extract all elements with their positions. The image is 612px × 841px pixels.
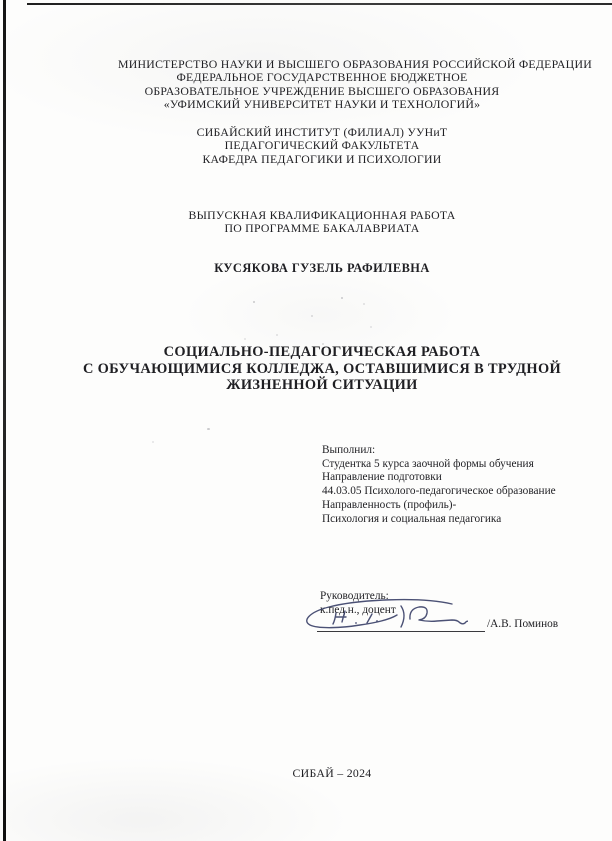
institute-line: ПЕДАГОГИЧЕСКИЙ ФАКУЛЬТЕТА (224, 138, 420, 153)
performer-line: 44.03.05 Психолого-педагогическое образование (322, 485, 556, 498)
performer-label: Выполнил: (322, 444, 376, 456)
scan-edge-left (3, 0, 6, 841)
work-type-line: ПО ПРОГРАММЕ БАКАЛАВРИАТА (224, 221, 420, 236)
performer-line: Психология и социальная педагогика (322, 512, 502, 525)
performer-line: Студентка 5 курса заочной формы обучения (322, 457, 534, 470)
footer-city-year: СИБАЙ – 2024 (292, 766, 372, 780)
thesis-title-line: СОЦИАЛЬНО-ПЕДАГОГИЧЕСКАЯ РАБОТА (163, 344, 481, 360)
supervisor-name: /А.В. Поминов (487, 618, 559, 631)
work-type (32, 209, 612, 236)
scan-speck (311, 315, 313, 317)
ministry-line: МИНИСТЕРСТВО НАУКИ И ВЫСШЕГО ОБРАЗОВАНИЯ РОССИЙСКОЙ ФЕДЕРАЦИИ (118, 57, 592, 71)
author-name: КУСЯКОВА ГУЗЕЛЬ РАФИЛЕВНА (214, 261, 430, 275)
ministry-line: «УФИМСКИЙ УНИВЕРСИТЕТ НАУКИ И ТЕХНОЛОГИЙ» (163, 97, 481, 112)
scan-speck (276, 334, 278, 336)
scan-speck (322, 343, 324, 345)
supervisor-degree: к.пед.н., доцент (320, 603, 396, 616)
ministry-line: ФЕДЕРАЛЬНОЕ ГОСУДАРСТВЕННОЕ БЮДЖЕТНОЕ (176, 70, 468, 85)
performer-line: Направление подготовки (322, 471, 442, 484)
institute-line: КАФЕДРА ПЕДАГОГИКИ И ПСИХОЛОГИИ (202, 151, 442, 166)
scan-speck (207, 428, 210, 430)
thesis-title (32, 344, 612, 394)
thesis-title-line: С ОБУЧАЮЩИМИСЯ КОЛЛЕДЖА, ОСТАВШИМИСЯ В ТРУДНОЙ (82, 360, 562, 377)
supervisor-label: Руководитель: (320, 590, 389, 602)
institute-line: СИБАЙСКИЙ ИНСТИТУТ (ФИЛИАЛ) УУНиТ (196, 125, 448, 139)
scan-speck (253, 301, 255, 303)
scan-speck (370, 326, 372, 328)
scan-speck (152, 441, 154, 443)
scan-speck (363, 303, 365, 305)
work-type-line: ВЫПУСКНАЯ КВАЛИФИКАЦИОННАЯ РАБОТА (188, 208, 456, 222)
ministry-line: ОБРАЗОВАТЕЛЬНОЕ УЧРЕЖДЕНИЕ ВЫСШЕГО ОБРАЗОВАНИЯ (144, 83, 500, 98)
thesis-title-line: ЖИЗНЕННОЙ СИТУАЦИИ (226, 377, 418, 394)
handwritten-signature-icon (300, 595, 468, 639)
performer-block (322, 444, 602, 526)
ministry-header (32, 58, 612, 112)
performer-line: Направленность (профиль)- (322, 498, 457, 511)
scan-speck (341, 297, 343, 299)
scan-speck (244, 338, 246, 340)
institute-header (32, 126, 612, 166)
scan-edge-top (27, 3, 612, 5)
